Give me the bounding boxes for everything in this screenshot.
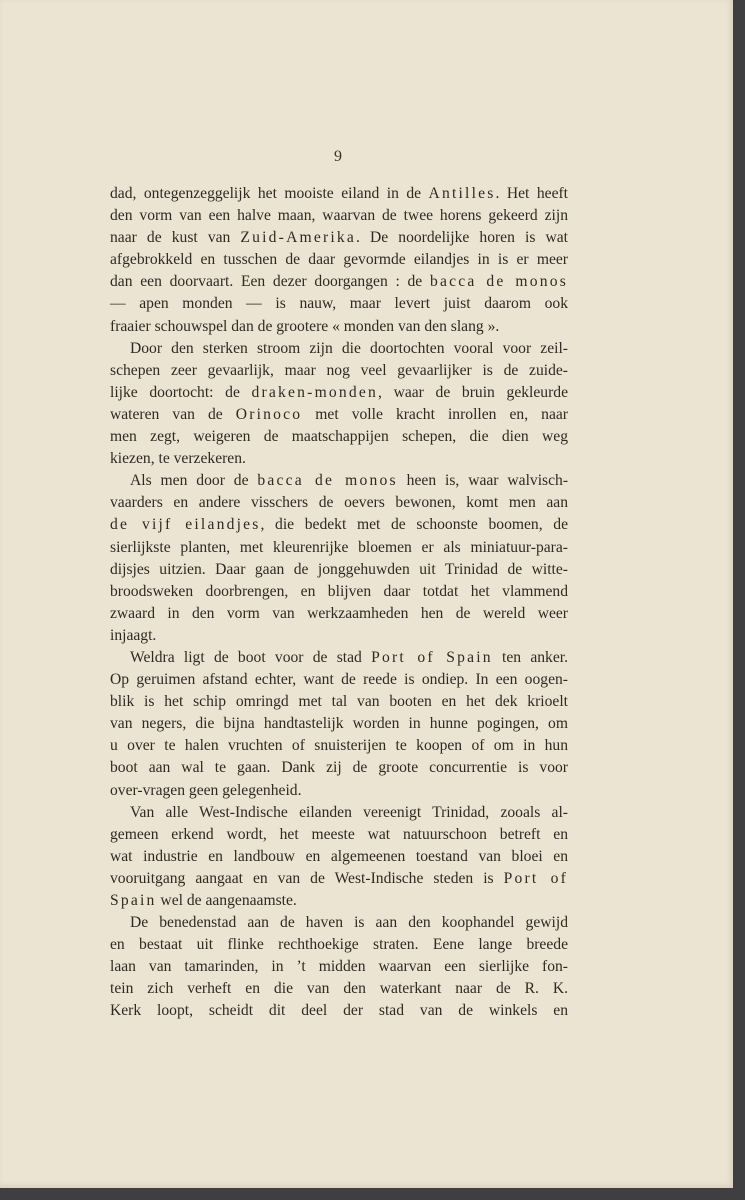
text-run: tein zich verheft en die van den waterkant naar de R. K. (110, 980, 568, 998)
spaced-term: Port of (503, 869, 568, 887)
text-run: over-vragen geen gelegenheid. (110, 781, 302, 799)
text-run: van negers, die bijna handtastelijk worden in hunne pogingen, om (110, 715, 568, 733)
text-run: u over te halen vruchten of snuisterijen te koopen of om in hun (110, 737, 568, 755)
text-line (110, 934, 568, 956)
text-line (110, 625, 568, 647)
text-run: Door den sterken stroom zijn die doortochten vooral voor zeil- (130, 339, 568, 357)
text-run: Op geruimen afstand echter, want de reede is ondiep. In een oogen- (110, 671, 568, 689)
text-run: , die bedekt met de schoonste boomen, de (260, 516, 568, 534)
text-line (110, 890, 568, 912)
text-line (110, 1000, 568, 1022)
text-line (110, 426, 568, 448)
text-run: broodsweken doorbrengen, en blijven daar totdat het vlammend (110, 582, 568, 600)
paragraph (110, 183, 568, 338)
text-run: naar de kust van (110, 229, 241, 247)
spaced-term: bacca de monos (257, 472, 398, 490)
text-line (110, 537, 568, 559)
spaced-term: Orinoco (235, 405, 303, 423)
text-line (110, 691, 568, 713)
text-run: met volle kracht inrollen en, naar (302, 405, 568, 423)
text-run: kiezen, te verzekeren. (110, 450, 246, 468)
text-run: wateren van de (110, 405, 236, 423)
text-line (110, 293, 568, 315)
text-line (110, 647, 568, 669)
text-line (110, 846, 568, 868)
text-run: Weldra ligt de boot voor de stad (130, 648, 372, 666)
text-run: dan een doorvaart. Een dezer doorgangen : de (110, 273, 430, 291)
text-line (110, 316, 568, 338)
text-run: . De noordelijke horen is wat (356, 229, 568, 247)
body-text (110, 183, 568, 1023)
text-run: dad, ontegenzeggelijk het mooiste eiland in de (110, 185, 429, 202)
text-line (110, 912, 568, 934)
spaced-term: Zuid-Amerika (240, 229, 357, 247)
text-line (110, 559, 568, 581)
text-line (110, 868, 568, 890)
text-run: heen is, waar walvisch- (397, 472, 569, 490)
text-line (110, 978, 568, 1000)
text-run: afgebrokkeld en tusschen de daar gevormde eilandjes in is er meer (110, 251, 568, 269)
text-line (110, 448, 568, 470)
text-line (110, 249, 568, 271)
paragraph (110, 802, 568, 912)
text-line (110, 735, 568, 757)
text-line (110, 470, 568, 492)
text-line (110, 581, 568, 603)
text-line (110, 404, 568, 426)
text-line (110, 205, 568, 227)
text-line (110, 603, 568, 625)
page-number: 9 (334, 148, 342, 165)
text-run: zwaard in den vorm van werkzaamheden hen de wereld weer (110, 604, 568, 622)
text-run: wat industrie en landbouw en algemeenen toestand van bloei en (110, 847, 568, 865)
text-run: Als men door de (130, 472, 258, 490)
text-run: men zegt, weigeren de maatschappijen schepen, die dien weg (110, 428, 568, 446)
text-line (110, 514, 568, 536)
paragraph (110, 912, 568, 1022)
text-line (110, 183, 568, 205)
spaced-term: bacca de monos (429, 273, 569, 291)
text-run: gemeen erkend wordt, het meeste wat natuurschoon betreft en (110, 825, 568, 843)
text-run: ten anker. (492, 648, 569, 666)
text-line (110, 669, 568, 691)
spaced-term: draken-monden (251, 383, 379, 401)
text-line (110, 824, 568, 846)
spaced-term: Port of Spain (371, 648, 493, 666)
text-line (110, 338, 568, 360)
text-line (110, 780, 568, 802)
text-run: wel de aangenaamste. (156, 892, 297, 909)
text-line (110, 956, 568, 978)
text-run: dijsjes uitzien. Daar gaan de jonggehuwden uit Trinidad de witte- (110, 560, 568, 578)
text-run: . Het heeft (495, 185, 569, 202)
paragraph (110, 470, 568, 647)
spaced-term: Antilles (428, 185, 496, 202)
spaced-term: de vijf eilandjes (110, 516, 261, 534)
text-run: Kerk loopt, scheidt dit deel der stad van de winkels en (110, 1002, 568, 1020)
text-line (110, 757, 568, 779)
text-line (110, 802, 568, 824)
text-run: — apen monden — is nauw, maar levert juist daarom ook (110, 295, 568, 313)
text-line (110, 492, 568, 514)
text-run: lijke doortocht: de (110, 383, 252, 401)
text-run: injaagt. (110, 626, 157, 644)
text-run: De benedenstad aan de haven is aan den koophandel gewijd (130, 914, 568, 932)
paragraph (110, 647, 568, 802)
text-run: schepen zeer gevaarlijk, maar nog veel gevaarlijker is de zuide- (110, 361, 568, 379)
text-run: vaarders en andere visschers de oevers bewonen, komt men aan (110, 494, 568, 512)
text-run: vooruitgang aangaat en van de West-Indische steden is (110, 869, 504, 887)
text-run: Van alle West-Indische eilanden vereenigt Trinidad, zooals al- (130, 803, 568, 821)
text-run: blik is het schip omringd met tal van booten en het dek krioelt (110, 693, 568, 711)
text-run: laan van tamarinden, in ’t midden waarvan een sierlijke fon- (110, 958, 568, 976)
text-run: boot aan wal te gaan. Dank zij de groote concurrentie is voor (110, 759, 568, 777)
text-run: en bestaat uit flinke rechthoekige straten. Eene lange breede (110, 936, 568, 954)
text-run: fraaier schouwspel dan de grootere « monden van den slang ». (110, 317, 500, 335)
text-line (110, 713, 568, 735)
text-line (110, 271, 568, 293)
text-run: den vorm van een halve maan, waarvan de twee horens gekeerd zijn (110, 207, 568, 225)
text-line (110, 360, 568, 382)
spaced-term: Spain (110, 892, 157, 909)
paragraph (110, 338, 568, 471)
text-line (110, 382, 568, 404)
text-line (110, 227, 568, 249)
text-run: sierlijkste planten, met kleurenrijke bloemen er als miniatuur-para- (110, 538, 568, 556)
text-run: , waar de bruin gekleurde (378, 383, 568, 401)
